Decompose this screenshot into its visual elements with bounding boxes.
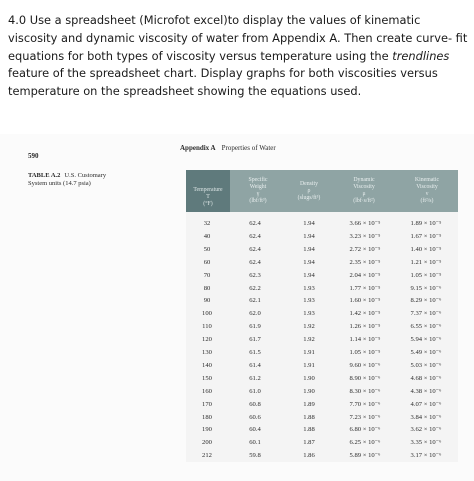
temperature-cell: 212 [202,452,212,460]
table-row [186,333,458,347]
table-id: TABLE A.2 [28,172,61,179]
properties-table [186,170,458,462]
temperature-cell: 50 [203,245,211,253]
dynamic-viscosity-cell: 1.60 × 10⁻⁵ [349,297,381,305]
density-cell: 1.86 [303,452,315,460]
question-text [8,12,468,101]
table-row [186,269,458,283]
dynamic-viscosity-cell: 2.72 × 10⁻⁵ [349,245,381,253]
specific-weight-cell: 62.3 [249,271,261,279]
header-line: (slugs/ft³) [297,194,321,201]
table-row [186,256,458,270]
kinematic-viscosity-cell: 5.03 × 10⁻⁶ [410,361,442,369]
table-row [186,359,458,373]
header-line: Specific [248,177,268,183]
specific-weight-cell: 62.4 [249,220,261,227]
table-row [186,243,458,257]
table-row [186,217,458,231]
kinematic-viscosity-cell: 5.94 × 10⁻⁶ [410,336,442,344]
textbook-scan [0,134,474,481]
header-temperature [186,170,230,212]
dynamic-viscosity-cell: 6.25 × 10⁻⁶ [349,439,381,447]
specific-weight-cell: 61.9 [249,323,261,331]
table-subtitle: System units (14.7 psia) [28,180,91,187]
kinematic-viscosity-cell: 1.05 × 10⁻⁵ [410,271,442,279]
dynamic-viscosity-cell: 1.77 × 10⁻⁵ [349,284,381,292]
page-number: 590 [28,152,39,160]
header-line: μ [362,191,366,197]
question-text-end: feature of the spreadsheet chart. Display graphs for both viscosities versus temperature on the spreadsheet showing the equations used. [8,66,438,99]
table-title: U.S. Customary [64,172,107,179]
kinematic-viscosity-cell: 3.35 × 10⁻⁶ [410,439,442,447]
temperature-cell: 110 [202,323,212,331]
specific-weight-cell: 62.4 [249,258,261,266]
kinematic-viscosity-cell: 7.37 × 10⁻⁶ [410,310,442,318]
density-cell: 1.94 [303,258,315,266]
density-cell: 1.93 [303,310,315,318]
table-row [186,307,458,321]
dynamic-viscosity-cell: 1.42 × 10⁻⁵ [349,310,381,318]
table-row [186,294,458,308]
kinematic-viscosity-cell: 8.29 × 10⁻⁶ [410,297,442,305]
specific-weight-cell: 61.0 [249,387,261,395]
header-line: Kinematic [414,177,440,183]
dynamic-viscosity-cell: 3.66 × 10⁻⁵ [349,220,381,227]
temperature-cell: 140 [202,361,212,369]
temperature-cell: 70 [203,271,211,279]
table-row [186,372,458,386]
table-row [186,346,458,360]
temperature-cell: 200 [202,439,212,447]
header-line: (ft²/s) [420,198,434,204]
specific-weight-cell: 61.4 [249,361,261,369]
specific-weight-cell: 62.4 [249,245,261,253]
header-line: Temperature [193,187,223,193]
kinematic-viscosity-cell: 5.49 × 10⁻⁶ [410,349,442,356]
kinematic-viscosity-cell: 3.17 × 10⁻⁶ [410,452,442,460]
temperature-cell: 32 [203,220,211,227]
dynamic-viscosity-cell: 1.05 × 10⁻⁵ [349,349,381,356]
specific-weight-cell: 61.2 [249,374,261,382]
density-cell: 1.93 [303,284,315,292]
dynamic-viscosity-cell: 2.04 × 10⁻⁵ [349,271,381,279]
dynamic-viscosity-cell: 2.35 × 10⁻⁵ [349,258,381,266]
table-row [186,423,458,437]
density-cell: 1.91 [303,349,315,356]
specific-weight-cell: 60.6 [249,413,261,421]
temperature-cell: 80 [203,284,211,292]
header-line: ν [425,191,429,197]
temperature-cell: 90 [203,297,211,305]
header-line: ρ [307,187,311,194]
header-kinematic-viscosity [396,170,458,212]
dynamic-viscosity-cell: 8.30 × 10⁻⁶ [349,387,381,395]
temperature-cell: 40 [203,232,211,240]
dynamic-viscosity-cell: 5.89 × 10⁻⁶ [349,452,381,460]
dynamic-viscosity-cell: 7.70 × 10⁻⁶ [349,400,381,408]
density-cell: 1.89 [303,400,315,408]
table-row [186,411,458,425]
kinematic-viscosity-cell: 1.40 × 10⁻⁵ [410,245,442,253]
trendlines-emphasis: trendlines [392,48,450,63]
temperature-cell: 150 [202,374,212,382]
dynamic-viscosity-cell: 9.60 × 10⁻⁶ [349,361,381,369]
header-line: Viscosity [353,184,375,190]
density-cell: 1.88 [303,426,315,434]
header-density [286,170,332,212]
kinematic-viscosity-cell: 9.15 × 10⁻⁶ [410,284,442,292]
specific-weight-cell: 59.8 [249,452,261,460]
kinematic-viscosity-cell: 4.07 × 10⁻⁶ [410,400,442,408]
header-dynamic-viscosity [332,170,396,212]
density-cell: 1.94 [303,220,315,227]
density-cell: 1.90 [303,374,315,382]
dynamic-viscosity-cell: 1.14 × 10⁻⁵ [349,336,381,344]
density-cell: 1.90 [303,387,315,395]
density-cell: 1.92 [303,336,315,344]
density-cell: 1.94 [303,245,315,253]
kinematic-viscosity-cell: 6.55 × 10⁻⁶ [410,323,442,331]
header-line: (lbf/ft³) [249,198,267,204]
table-row [186,282,458,296]
table-row [186,385,458,399]
header-specific-weight [230,170,286,212]
dynamic-viscosity-cell: 6.80 × 10⁻⁶ [349,426,381,434]
table-caption [28,172,106,188]
density-cell: 1.94 [303,232,315,240]
header-line: Weight [249,184,267,190]
temperature-cell: 160 [202,387,212,395]
kinematic-viscosity-cell: 4.68 × 10⁻⁶ [410,374,442,382]
density-cell: 1.93 [303,297,315,305]
specific-weight-cell: 62.1 [249,297,261,305]
kinematic-viscosity-cell: 1.21 × 10⁻⁵ [410,258,442,266]
table-row [186,398,458,412]
dynamic-viscosity-cell: 1.26 × 10⁻⁵ [349,323,381,331]
density-cell: 1.91 [303,361,315,369]
appendix-title: Properties of Water [221,144,276,152]
density-cell: 1.87 [303,439,315,447]
specific-weight-cell: 62.0 [249,310,261,318]
dynamic-viscosity-cell: 7.23 × 10⁻⁶ [349,413,381,421]
kinematic-viscosity-cell: 3.84 × 10⁻⁶ [410,413,442,421]
table-header [186,170,458,212]
specific-weight-cell: 61.7 [249,336,261,344]
temperature-cell: 60 [203,258,211,266]
table-row [186,320,458,334]
temperature-cell: 170 [202,400,212,408]
table-row [186,230,458,244]
kinematic-viscosity-cell: 4.38 × 10⁻⁶ [410,387,442,395]
specific-weight-cell: 62.2 [249,284,261,292]
header-line: T [206,194,210,200]
specific-weight-cell: 60.1 [249,439,261,447]
question-text-start: 4.0 Use a spreadsheet (Microfot excel)to display the values of kinematic viscosity and dynamic viscosity of water from Appendix A. Then create curve- fit equations for both types of viscosity versus temperature using the [8,13,468,63]
table-row [186,449,458,463]
density-cell: 1.88 [303,413,315,421]
appendix-label: Appendix A [180,144,216,152]
temperature-cell: 180 [202,413,212,421]
specific-weight-cell: 62.4 [249,232,261,240]
density-cell: 1.94 [303,271,315,279]
appendix-header [180,144,276,152]
header-line: Density [299,180,319,187]
dynamic-viscosity-cell: 8.90 × 10⁻⁶ [349,374,381,382]
dynamic-viscosity-cell: 3.23 × 10⁻⁵ [349,232,381,240]
kinematic-viscosity-cell: 1.89 × 10⁻⁵ [410,220,442,227]
specific-weight-cell: 61.5 [249,349,261,356]
temperature-cell: 120 [202,336,212,344]
specific-weight-cell: 60.4 [249,426,261,434]
header-line: Viscosity [416,184,438,190]
header-line: γ [256,191,260,197]
specific-weight-cell: 60.8 [249,400,261,408]
temperature-cell: 190 [202,426,212,434]
header-line: (lbf·s/ft²) [353,198,375,204]
kinematic-viscosity-cell: 1.67 × 10⁻⁵ [410,232,442,240]
density-cell: 1.92 [303,323,315,331]
kinematic-viscosity-cell: 3.62 × 10⁻⁶ [410,426,442,434]
header-line: Dynamic [353,177,375,183]
table-row [186,436,458,450]
temperature-cell: 100 [202,310,212,318]
temperature-cell: 130 [202,349,212,356]
header-line: (°F) [203,201,213,207]
